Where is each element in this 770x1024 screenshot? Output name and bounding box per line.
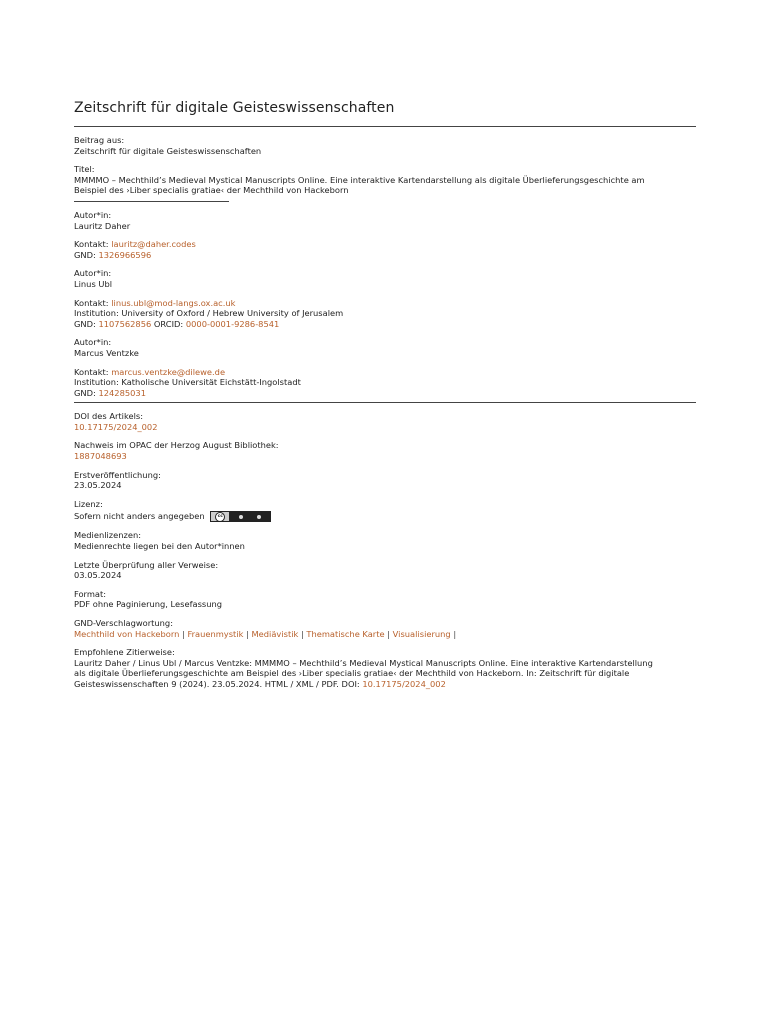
gnd-link[interactable]: 1107562856	[98, 318, 152, 329]
citation-line: als digitale Überlieferungsgeschichte am Beispiel des ›Liber specialis gratiae‹ der Mechthild von Hackeborn. In: Zeitschrift für digitale	[74, 668, 630, 679]
gnd-link[interactable]: 124285031	[98, 387, 146, 398]
gnd-row	[74, 319, 696, 330]
contribution-label: Beitrag aus:	[74, 135, 125, 145]
first-publication-date: 23.05.2024	[74, 480, 122, 491]
orcid-label: ORCID:	[153, 318, 184, 329]
title-label: Titel:	[74, 164, 95, 175]
author-name: Lauritz Daher	[74, 220, 131, 231]
format-block	[74, 589, 696, 610]
contribution-value: Zeitschrift für digitale Geisteswissenschaften	[74, 145, 262, 156]
citation-line	[74, 679, 696, 690]
author-contact-block	[74, 298, 696, 330]
keyword-separator: |	[453, 628, 457, 639]
author-contact-block	[74, 239, 696, 260]
keyword-separator: |	[182, 628, 185, 639]
doi-block	[74, 411, 696, 432]
author-name: Linus Ubl	[74, 278, 113, 289]
author-contact-block	[74, 367, 696, 399]
title-line: Beispiel des ›Liber specialis gratiae‹ der Mechthild von Hackeborn	[74, 185, 349, 196]
author-block	[74, 210, 696, 231]
first-publication-block	[74, 470, 696, 491]
keyword-link[interactable]: Thematische Karte	[306, 628, 385, 639]
contact-row	[74, 367, 696, 378]
author-label: Autor*in:	[74, 268, 112, 279]
institution-row: Institution: University of Oxford / Hebrew University of Jerusalem	[74, 308, 344, 319]
document-content	[74, 100, 696, 698]
keyword-link[interactable]: Mechthild von Hackeborn	[74, 628, 180, 639]
journal-title: Zeitschrift für digitale Geisteswissenschaften	[74, 100, 395, 116]
gnd-label: GND:	[74, 249, 96, 260]
contribution-block	[74, 135, 696, 156]
media-license-block	[74, 530, 696, 551]
contact-email-link[interactable]: lauritz@daher.codes	[111, 239, 196, 250]
contact-email-link[interactable]: marcus.ventzke@dilewe.de	[111, 366, 226, 377]
gnd-label: GND:	[74, 318, 96, 329]
opac-link[interactable]: 1887048693	[74, 451, 127, 462]
contact-row	[74, 239, 696, 250]
gnd-keywords-block	[74, 618, 696, 639]
doi-link[interactable]: 10.17175/2024_002	[74, 421, 158, 432]
contact-label: Kontakt:	[74, 239, 109, 250]
opac-block	[74, 440, 696, 461]
media-license-value: Medienrechte liegen bei den Autor*innen	[74, 541, 245, 552]
citation-text: Geisteswissenschaften 9 (2024). 23.05.2024. HTML / XML / PDF. DOI:	[74, 678, 360, 689]
keyword-link[interactable]: Mediävistik	[251, 628, 299, 639]
citation-label: Empfohlene Zitierweise:	[74, 647, 175, 658]
link-check-date: 03.05.2024	[74, 570, 122, 581]
sa-icon	[257, 515, 261, 519]
first-publication-label: Erstveröffentlichung:	[74, 469, 161, 480]
cc-icon: cc	[215, 512, 225, 522]
license-block	[74, 499, 696, 523]
author-label: Autor*in:	[74, 209, 112, 220]
contact-label: Kontakt:	[74, 366, 109, 377]
gnd-row	[74, 250, 696, 261]
contact-email-link[interactable]: linus.ubl@mod-langs.ox.ac.uk	[111, 297, 236, 308]
divider	[74, 402, 696, 403]
format-value: PDF ohne Paginierung, Lesefassung	[74, 599, 223, 610]
keyword-separator: |	[300, 628, 304, 639]
cc-by-license-icon[interactable]	[210, 511, 271, 522]
keyword-link[interactable]: Visualisierung	[392, 628, 451, 639]
orcid-link[interactable]: 0000-0001-9286-8541	[185, 318, 280, 329]
gnd-label: GND:	[74, 387, 96, 398]
format-label: Format:	[74, 588, 107, 599]
title-line: MMMMO – Mechthild’s Medieval Mystical Manuscripts Online. Eine interaktive Kartendarstellung als digitale Überlieferungsgeschichte am	[74, 174, 645, 185]
author-block	[74, 337, 696, 358]
gnd-row	[74, 388, 696, 399]
link-check-label: Letzte Überprüfung aller Verweise:	[74, 559, 219, 570]
keyword-separator: |	[387, 628, 391, 639]
author-block	[74, 268, 696, 289]
citation-line: Lauritz Daher / Linus Ubl / Marcus Ventzke: MMMMO – Mechthild’s Medieval Mystical Manuscripts Online. Eine interaktive Kartendarstellung	[74, 657, 653, 668]
contact-label: Kontakt:	[74, 297, 109, 308]
citation-block	[74, 647, 696, 689]
gnd-keywords-label: GND-Verschlagwortung:	[74, 618, 173, 628]
link-check-block	[74, 560, 696, 581]
gnd-link[interactable]: 1326966596	[98, 249, 152, 260]
license-row	[74, 511, 696, 522]
by-icon	[239, 515, 243, 519]
divider	[74, 201, 229, 202]
author-label: Autor*in:	[74, 337, 112, 348]
license-text: Sofern nicht anders angegeben	[74, 511, 205, 522]
media-license-label: Medienlizenzen:	[74, 530, 142, 541]
doi-label: DOI des Artikels:	[74, 411, 144, 422]
license-label: Lizenz:	[74, 498, 103, 509]
author-name: Marcus Ventzke	[74, 347, 139, 358]
contact-row	[74, 298, 696, 309]
gnd-keywords-list	[74, 629, 696, 640]
institution-row: Institution: Katholische Universität Eichstätt-Ingolstadt	[74, 377, 301, 388]
title-block	[74, 164, 696, 196]
keyword-separator: |	[246, 628, 249, 639]
citation-doi-link[interactable]: 10.17175/2024_002	[362, 678, 446, 689]
keyword-link[interactable]: Frauenmystik	[187, 628, 244, 639]
divider	[74, 126, 696, 127]
opac-label: Nachweis im OPAC der Herzog August Bibliothek:	[74, 440, 279, 451]
